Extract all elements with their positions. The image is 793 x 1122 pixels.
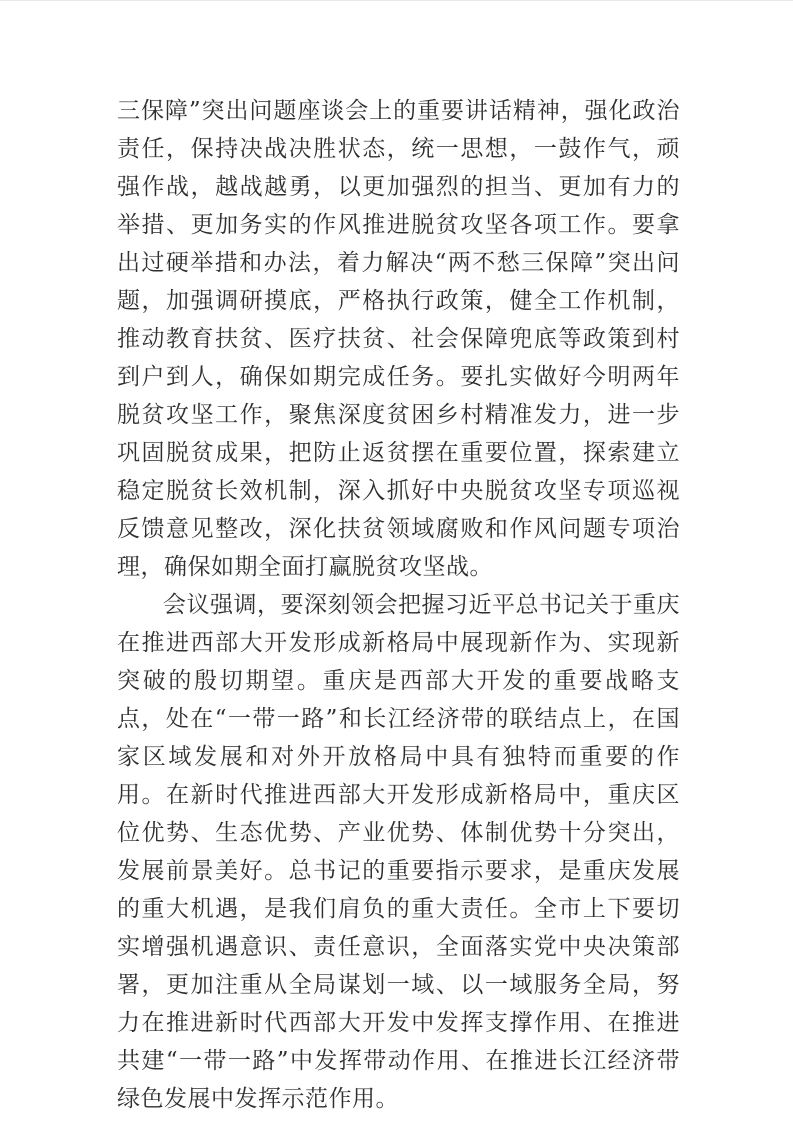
text-block bbox=[117, 92, 680, 1118]
paragraph-poverty-alleviation: 三保障”突出问题座谈会上的重要讲话精神，强化政治责任，保持决战决胜状态，统一思想，一鼓作气，顽强作战，越战越勇，以更加强烈的担当、更加有力的举措、更加务实的作风推进脱贫攻坚各项工作。要拿出过硬举措和办法，着力解决“两不愁三保障”突出问题，加强调研摸底，严格执行政策，健全工作机制，推动教育扶贫、医疗扶贫、社会保障兜底等政策到村到户到人，确保如期完成任务。要扎实做好今明两年脱贫攻坚工作，聚焦深度贫困乡村精准发力，进一步巩固脱贫成果，把防止返贫摆在重要位置，探索建立稳定脱贫长效机制，深入抓好中央脱贫攻坚专项巡视反馈意见整改，深化扶贫领域腐败和作风问题专项治理，确保如期全面打赢脱贫攻坚战。 bbox=[117, 98, 680, 580]
paragraph-western-development: 会议强调，要深刻领会把握习近平总书记关于重庆在推进西部大开发形成新格局中展现新作为、实现新突破的殷切期望。重庆是西部大开发的重要战略支点，处在“一带一路”和长江经济带的联结点上，在国家区域发展和对外开放格局中具有独特而重要的作用。在新时代推进西部大开发形成新格局中，重庆区位优势、生态优势、产业优势、体制优势十分突出，发展前景美好。总书记的重要指示要求，是重庆发展的重大机遇，是我们肩负的重大责任。全市上下要切实增强机遇意识、责任意识，全面落实党中央决策部署，更加注重从全局谋划一域、以一域服务全局，努力在推进新时代西部大开发中发挥支撑作用、在推进共建“一带一路”中发挥带动作用、在推进长江经济带绿色发展中发挥示范作用。 bbox=[117, 592, 680, 1112]
page-top-edge-divider bbox=[0, 0, 793, 1]
